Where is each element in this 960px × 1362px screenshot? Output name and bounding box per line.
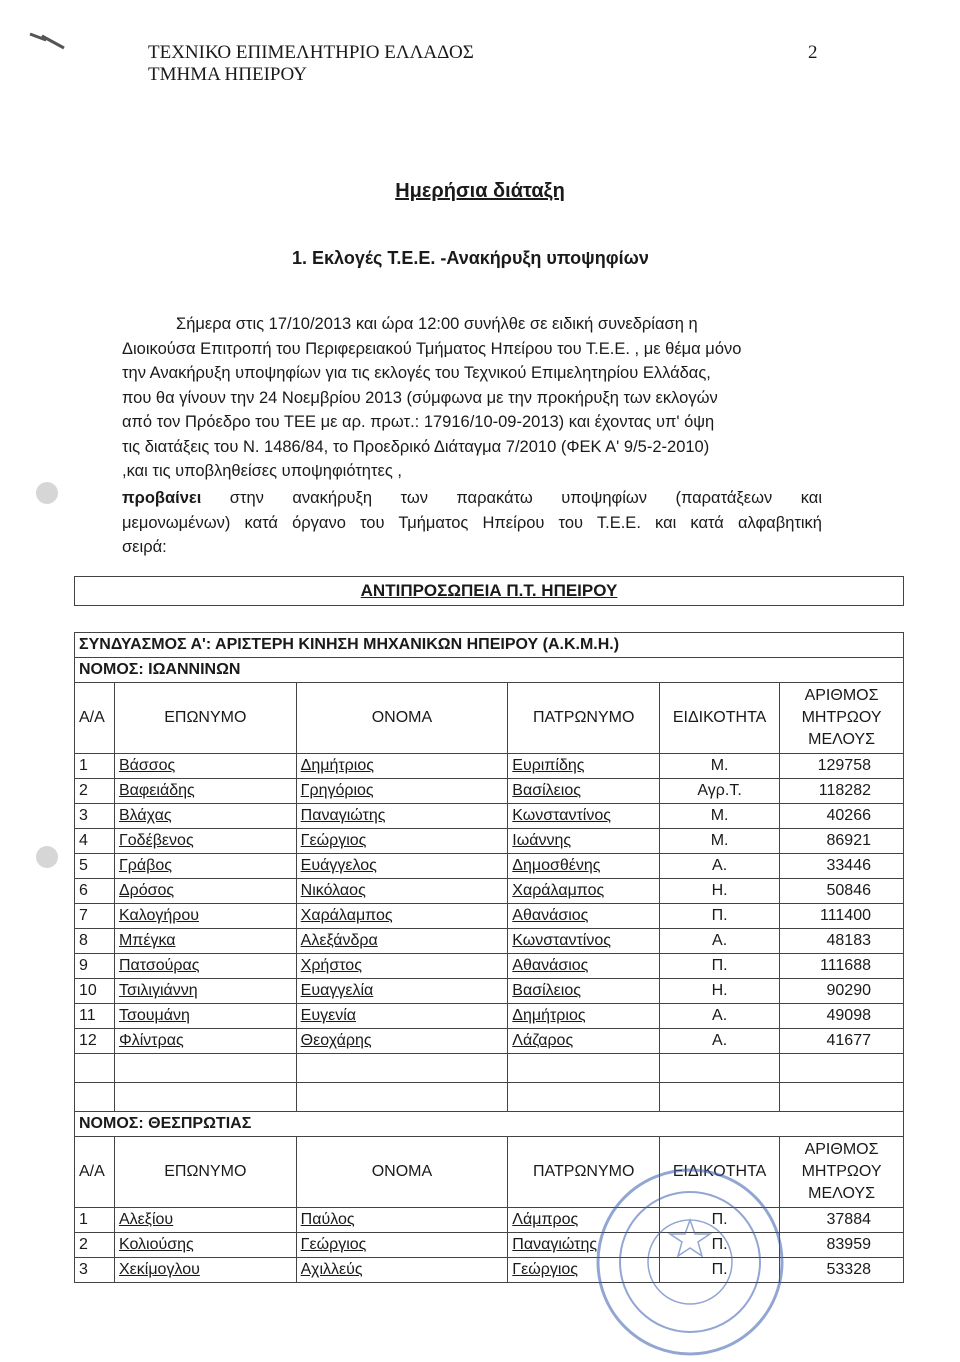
row-specialty: Π. [660, 1233, 780, 1258]
intro-line: τις διατάξεις του Ν. 1486/84, το Προεδρικό Διάταγμα 7/2010 (ΦΕΚ Α' 9/5-2-2010) [122, 437, 710, 456]
row-number: 9 [75, 954, 115, 979]
col-specialty-header: ΕΙΔΙΚΟΤΗΤΑ [660, 1137, 780, 1208]
row-father: Χαράλαμπος [512, 882, 605, 899]
candidates-table-body [75, 633, 904, 1283]
row-surname: Κολιούσης [118, 1236, 194, 1253]
row-number: 10 [75, 979, 115, 1004]
row-surname: Φλίντρας [118, 1032, 184, 1049]
section-heading: 1. Εκλογές Τ.Ε.Ε. -Ανακήρυξη υποψηφίων [292, 248, 649, 268]
table-row [75, 904, 904, 929]
row-surname: Χεκίμογλου [118, 1261, 200, 1278]
coalition-title: ΣΥΝΔΥΑΣΜΟΣ Α': ΑΡΙΣΤΕΡΗ ΚΙΝΗΣΗ ΜΗΧΑΝΙΚΩΝ ΗΠΕΙΡΟΥ (Α.Κ.Μ.Η.) [75, 633, 904, 658]
intro-line: Διοικούσα Επιτροπή του Περιφερειακού Τμήματος Ηπείρου του Τ.Ε.Ε. , με θέμα μόνο [122, 339, 742, 358]
row-registry: 50846 [780, 879, 904, 904]
col-reg-header-line: ΜΗΤΡΩΟΥ [801, 709, 882, 726]
table-row [75, 979, 904, 1004]
row-name: Θεοχάρης [300, 1032, 372, 1049]
row-number: 11 [75, 1004, 115, 1029]
decision-line-rest: στην ανακήρυξη των παρακάτω υποψηφίων (παρατάξεων και [201, 489, 822, 507]
table-row [75, 1258, 904, 1283]
row-registry: 49098 [780, 1004, 904, 1029]
row-surname: Πατσούρας [118, 957, 200, 974]
page-title: Ημερήσια διάταξη [395, 180, 565, 202]
column-header-row [75, 1137, 904, 1208]
row-surname: Τσιλιγιάννη [118, 982, 198, 999]
prefecture-title: ΝΟΜΟΣ: ΙΩΑΝΝΙΝΩΝ [75, 658, 904, 683]
row-surname: Τσουμάνη [118, 1007, 190, 1024]
table-row [75, 1004, 904, 1029]
representation-banner [74, 576, 904, 606]
row-name: Αχιλλεύς [300, 1261, 363, 1278]
prefecture-row [75, 1112, 904, 1137]
col-name-header: ΟΝΟΜΑ [296, 1137, 508, 1208]
row-number: 4 [75, 829, 115, 854]
prefecture-title: ΝΟΜΟΣ: ΘΕΣΠΡΩΤΙΑΣ [75, 1112, 904, 1137]
row-father: Ευριπίδης [512, 757, 585, 774]
row-father: Κωνσταντίνος [512, 807, 611, 824]
intro-line: την Ανακήρυξη υποψηφίων για τις εκλογές του Τεχνικού Επιμελητηρίου Ελλάδας, [122, 364, 711, 382]
row-number: 6 [75, 879, 115, 904]
row-surname: Καλογήρου [118, 907, 199, 924]
decision-line [122, 486, 822, 511]
col-reg-header-line: ΑΡΙΘΜΟΣ [804, 1141, 879, 1158]
document-header [148, 42, 474, 86]
table-row [75, 929, 904, 954]
row-number: 1 [75, 754, 115, 779]
col-surname-header: ΕΠΩΝΥΜΟ [114, 683, 296, 754]
row-name: Παύλος [300, 1211, 355, 1228]
col-reg-header-line: ΜΕΛΟΥΣ [808, 731, 875, 748]
spacer-row [75, 1054, 904, 1083]
row-number: 12 [75, 1029, 115, 1054]
row-father: Βασίλειος [512, 782, 581, 799]
row-number: 3 [75, 804, 115, 829]
row-name: Αλεξάνδρα [300, 932, 378, 949]
col-aa-header: Α/Α [75, 1137, 115, 1208]
row-father: Αθανάσιος [512, 957, 589, 974]
col-aa-header: Α/Α [75, 683, 115, 754]
row-name: Χαράλαμπος [300, 907, 393, 924]
header-line-1: ΤΕΧΝΙΚΟ ΕΠΙΜΕΛΗΤΗΡΙΟ ΕΛΛΑΔΟΣ [148, 42, 474, 63]
punch-hole-icon [36, 846, 58, 868]
row-specialty: Μ. [660, 754, 780, 779]
table-row [75, 854, 904, 879]
row-name: Γεώργιος [300, 1236, 367, 1253]
row-number: 3 [75, 1258, 115, 1283]
row-name: Γεώργιος [300, 832, 367, 849]
row-registry: 111688 [780, 954, 904, 979]
row-registry: 40266 [780, 804, 904, 829]
row-number: 7 [75, 904, 115, 929]
row-name: Παναγιώτης [300, 807, 386, 824]
row-specialty: Π. [660, 904, 780, 929]
row-registry: 33446 [780, 854, 904, 879]
row-name: Ευαγγελία [300, 982, 374, 999]
intro-line: από τον Πρόεδρο του ΤΕΕ με αρ. πρωτ.: 17916/10-09-2013) και έχοντας υπ' όψη [122, 413, 715, 431]
col-surname-header: ΕΠΩΝΥΜΟ [114, 1137, 296, 1208]
col-reg-header-line: ΜΗΤΡΩΟΥ [801, 1163, 882, 1180]
row-specialty: Η. [660, 979, 780, 1004]
row-father: Βασίλειος [512, 982, 581, 999]
row-number: 8 [75, 929, 115, 954]
table-row [75, 1208, 904, 1233]
spacer-row [75, 1083, 904, 1112]
decision-paragraph [122, 486, 822, 560]
row-father: Ιωάννης [512, 832, 572, 849]
col-father-header: ΠΑΤΡΩΝΥΜΟ [508, 683, 660, 754]
coalition-row [75, 633, 904, 658]
row-specialty: Η. [660, 879, 780, 904]
table-row [75, 954, 904, 979]
col-reg-header-line: ΑΡΙΘΜΟΣ [804, 687, 879, 704]
row-surname: Γοδέβενος [118, 832, 194, 849]
row-registry: 90290 [780, 979, 904, 1004]
scan-mark-icon [28, 30, 68, 52]
decision-keyword: προβαίνει [122, 489, 202, 507]
punch-hole-icon [36, 482, 58, 504]
col-specialty-header: ΕΙΔΙΚΟΤΗΤΑ [660, 683, 780, 754]
row-surname: Μπέγκα [118, 932, 176, 949]
row-specialty: Μ. [660, 829, 780, 854]
row-specialty: Α. [660, 854, 780, 879]
row-registry: 118282 [780, 779, 904, 804]
row-father: Αθανάσιος [512, 907, 589, 924]
table-row [75, 1029, 904, 1054]
row-surname: Βλάχας [118, 807, 172, 824]
row-surname: Βαφειάδης [118, 782, 195, 799]
decision-line: σειρά: [122, 538, 167, 556]
table-row [75, 754, 904, 779]
row-father: Δημοσθένης [512, 857, 601, 874]
header-line-2: ΤΜΗΜΑ ΗΠΕΙΡΟΥ [148, 64, 307, 85]
decision-line: μεμονωμένων) κατά όργανο του Τμήματος Ηπείρου του Τ.Ε.Ε. και κατά αλφαβητική [122, 513, 822, 532]
col-name-header: ΟΝΟΜΑ [296, 683, 508, 754]
row-specialty: Π. [660, 1258, 780, 1283]
row-surname: Γράβος [118, 857, 172, 874]
row-surname: Βάσσος [118, 757, 176, 774]
row-father: Κωνσταντίνος [512, 932, 611, 949]
intro-line: που θα γίνουν την 24 Νοεμβρίου 2013 (σύμφωνα με την προκήρυξη των εκλογών [122, 388, 718, 407]
col-reg-header [780, 683, 904, 754]
prefecture-row [75, 658, 904, 683]
row-number: 5 [75, 854, 115, 879]
row-name: Νικόλαος [300, 882, 366, 899]
row-number: 2 [75, 779, 115, 804]
row-registry: 129758 [780, 754, 904, 779]
row-father: Δημήτριος [512, 1007, 586, 1024]
row-father: Λάμπρος [512, 1211, 579, 1228]
row-specialty: Αγρ.Τ. [660, 779, 780, 804]
table-row [75, 804, 904, 829]
row-registry: 86921 [780, 829, 904, 854]
row-surname: Δρόσος [118, 882, 175, 899]
table-row [75, 829, 904, 854]
row-registry: 111400 [780, 904, 904, 929]
intro-line: ,και τις υποβληθείσες υποψηφιότητες , [122, 462, 402, 480]
row-father: Λάζαρος [512, 1032, 574, 1049]
column-header-row [75, 683, 904, 754]
intro-line: Σήμερα στις 17/10/2013 και ώρα 12:00 συνήλθε σε ειδική συνεδρίαση η [176, 315, 698, 333]
banner-title: ΑΝΤΙΠΡΟΣΩΠΕΙΑ Π.Τ. ΗΠΕΙΡΟΥ [360, 581, 618, 600]
row-name: Ευάγγελος [300, 857, 377, 874]
row-registry: 37884 [780, 1208, 904, 1233]
row-father: Παναγιώτης [512, 1236, 598, 1253]
row-specialty: Π. [660, 1208, 780, 1233]
row-registry: 48183 [780, 929, 904, 954]
row-father: Γεώργιος [512, 1261, 578, 1278]
row-specialty: Α. [660, 1029, 780, 1054]
row-name: Ευγενία [300, 1007, 357, 1024]
col-reg-header [780, 1137, 904, 1208]
row-number: 2 [75, 1233, 115, 1258]
page-number: 2 [808, 42, 818, 63]
col-father-header: ΠΑΤΡΩΝΥΜΟ [508, 1137, 660, 1208]
row-surname: Αλεξίου [118, 1211, 174, 1228]
row-specialty: Π. [660, 954, 780, 979]
row-specialty: Α. [660, 929, 780, 954]
row-name: Χρήστος [300, 957, 362, 974]
table-row [75, 879, 904, 904]
row-name: Δημήτριος [300, 757, 374, 774]
candidates-table [74, 632, 904, 1283]
row-registry: 41677 [780, 1029, 904, 1054]
row-number: 1 [75, 1208, 115, 1233]
row-specialty: Μ. [660, 804, 780, 829]
col-reg-header-line: ΜΕΛΟΥΣ [808, 1185, 875, 1202]
intro-paragraph [122, 312, 822, 484]
table-row [75, 1233, 904, 1258]
table-row [75, 779, 904, 804]
row-registry: 83959 [780, 1233, 904, 1258]
row-name: Γρηγόριος [300, 782, 374, 799]
row-specialty: Α. [660, 1004, 780, 1029]
row-registry: 53328 [780, 1258, 904, 1283]
